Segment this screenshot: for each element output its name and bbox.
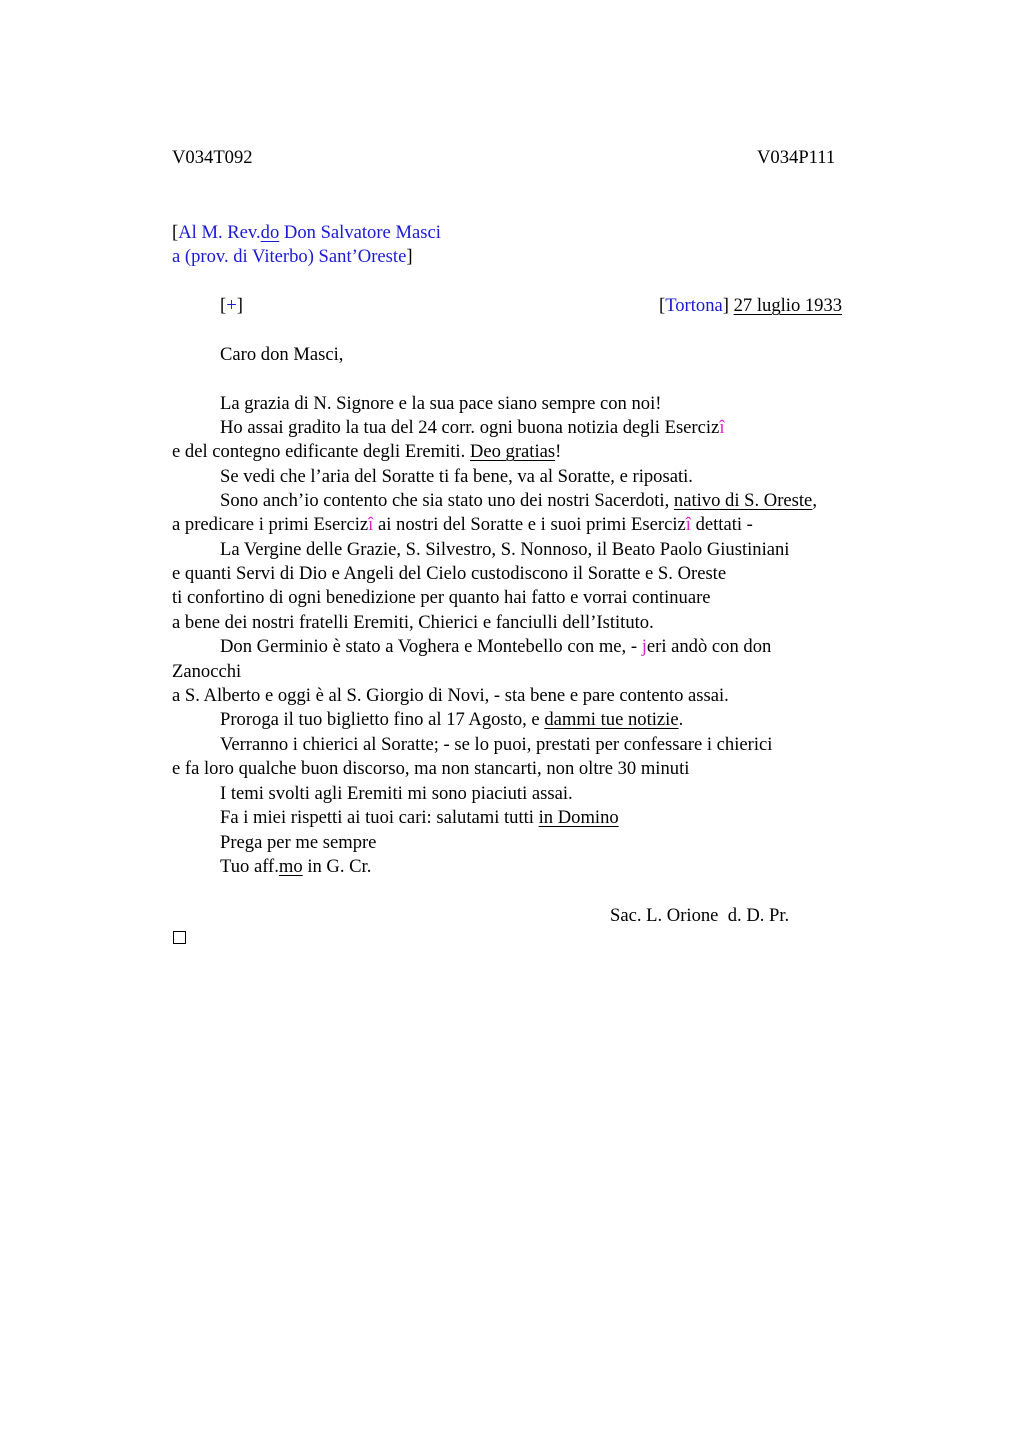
body-line-14: Proroga il tuo biglietto fino al 17 Agosto, e dammi tue notizie. [220, 709, 684, 730]
body-line-4: Se vedi che l’aria del Soratte ti fa bene, va al Soratte, e riposati. [220, 466, 693, 487]
body-line-5: Sono anch’io contento che sia stato uno dei nostri Sacerdoti, nativo di S. Oreste, [220, 490, 817, 511]
body-line-1: La grazia di N. Signore e la sua pace siano sempre con noi! [220, 393, 662, 414]
body-line-20: Tuo aff.mo in G. Cr. [220, 856, 372, 877]
body-line-17: I temi svolti agli Eremiti mi sono piaciuti assai. [220, 783, 573, 804]
doc-code-left: V034T092 [172, 147, 253, 168]
body-line-9: ti confortino di ogni benedizione per quanto hai fatto e vorrai continuare [172, 587, 711, 608]
signature: Sac. L. Orione d. D. Pr. [610, 905, 790, 926]
salutation: Caro don Masci, [220, 344, 344, 365]
body-line-16: e fa loro qualche buon discorso, ma non stancarti, non oltre 30 minuti [172, 758, 690, 779]
body-line-11: Don Germinio è stato a Voghera e Montebello con me, - jeri andò con don [220, 636, 772, 657]
end-of-document-box-icon [173, 931, 186, 944]
body-line-15: Verranno i chierici al Soratte; - se lo puoi, prestati per confessare i chierici [220, 734, 773, 755]
body-line-10: a bene dei nostri fratelli Eremiti, Chierici e fanciulli dell’Istituto. [172, 612, 654, 633]
body-line-19: Prega per me sempre [220, 832, 377, 853]
body-line-12: Zanocchi [172, 661, 242, 682]
body-line-18: Fa i miei rispetti ai tuoi cari: salutami tutti in Domino [220, 807, 619, 828]
body-line-13: a S. Alberto e oggi è al S. Giorgio di Novi, - sta bene e pare contento assai. [172, 685, 729, 706]
dateline: [Tortona] 27 luglio 1933 [659, 295, 843, 316]
body-line-7: La Vergine delle Grazie, S. Silvestro, S. Nonnoso, il Beato Paolo Giustiniani [220, 539, 790, 560]
doc-code-right: V034P111 [757, 147, 836, 168]
body-line-3: e del contegno edificante degli Eremiti. Deo gratias! [172, 441, 562, 462]
body-line-6: a predicare i primi Esercizî ai nostri del Soratte e i suoi primi Esercizî dettati - [172, 514, 753, 535]
cross-mark: [+] [220, 295, 243, 316]
address-line-1: [Al M. Rev.do Don Salvatore Masci [172, 222, 441, 243]
address-line-2: a (prov. di Viterbo) Sant’Oreste] [172, 246, 413, 267]
body-line-2: Ho assai gradito la tua del 24 corr. ogni buona notizia degli Esercizî [220, 417, 725, 438]
body-line-8: e quanti Servi di Dio e Angeli del Cielo custodiscono il Soratte e S. Oreste [172, 563, 727, 584]
